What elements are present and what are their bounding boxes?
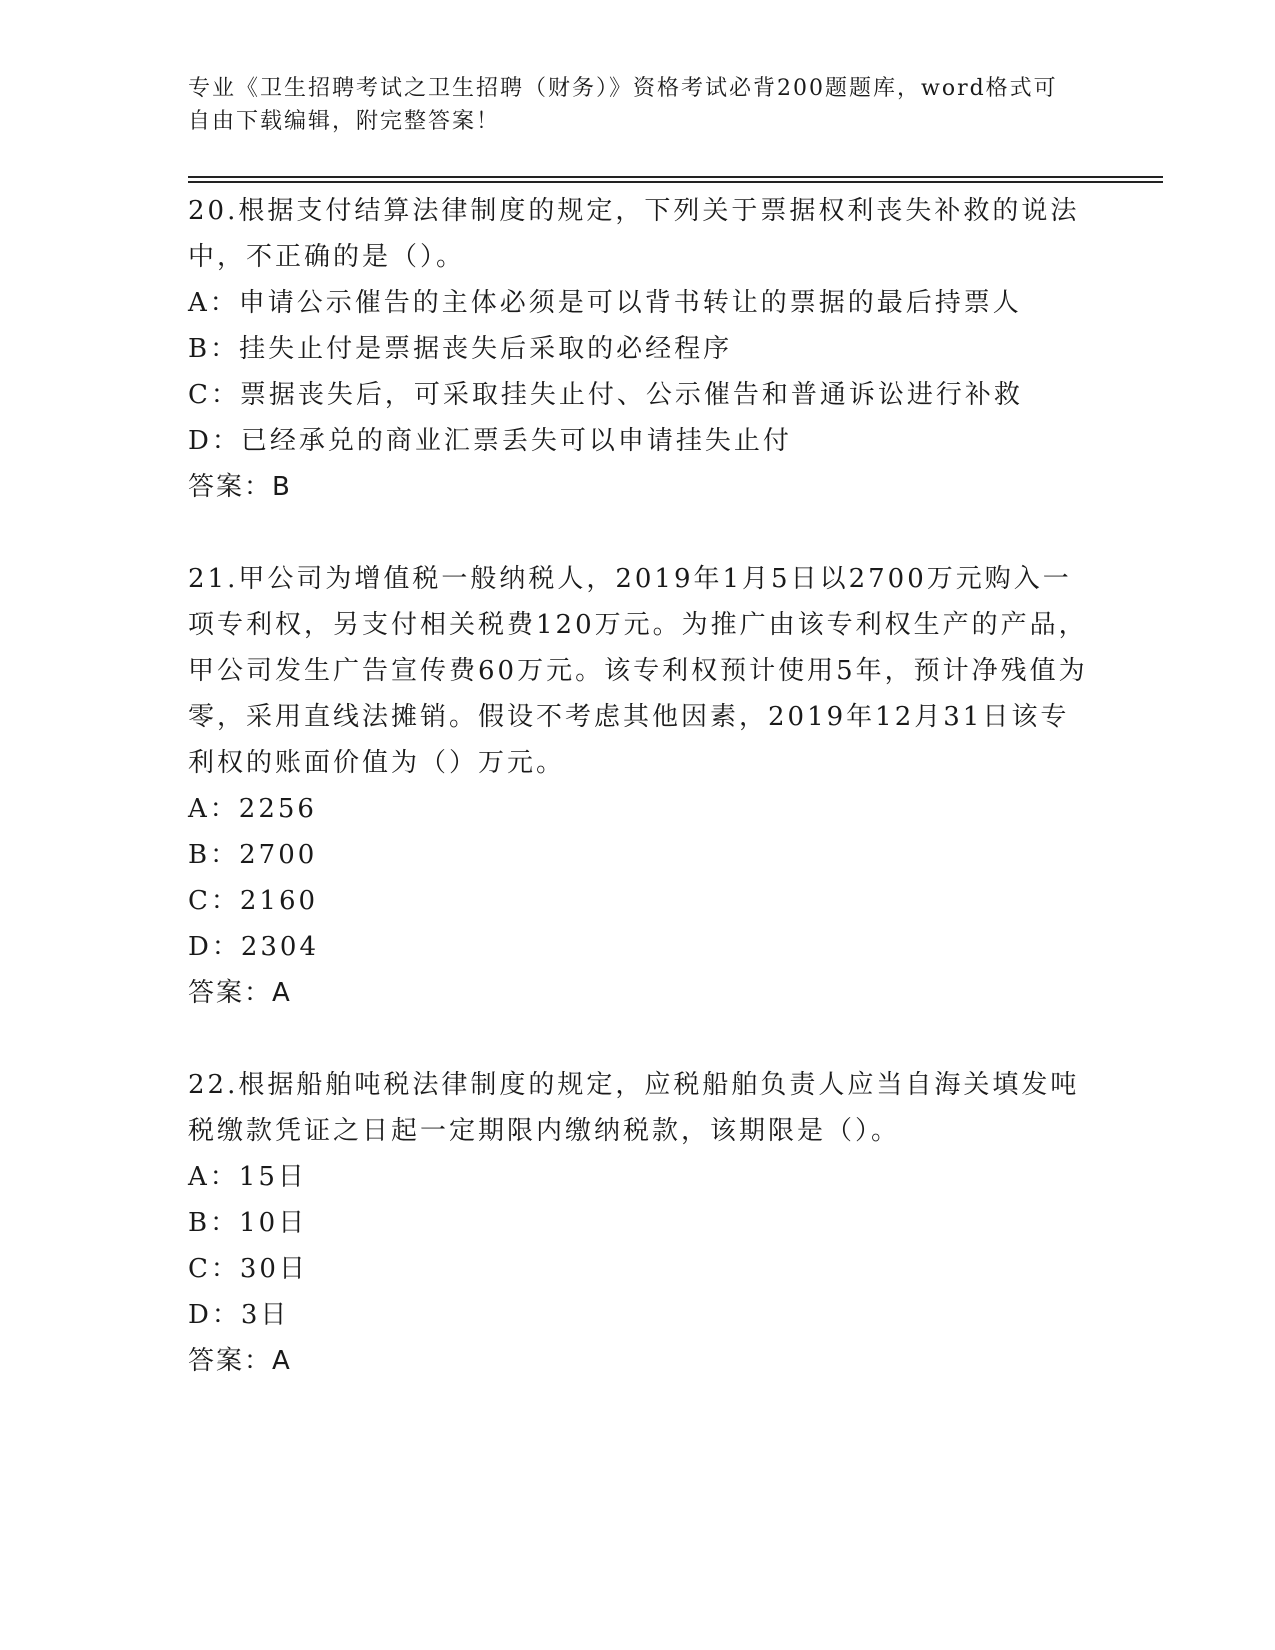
option-b: B：2700 [188, 840, 318, 870]
question-21 [188, 556, 1088, 1016]
option-d: D：已经承兑的商业汇票丢失可以申请挂失止付 [188, 426, 792, 456]
question-stem: 22.根据船舶吨税法律制度的规定，应税船舶负责人应当自海关填发吨税缴款凭证之日起一定期限内缴纳税款，该期限是（）。 [188, 1070, 1080, 1146]
question-list [188, 188, 1088, 1430]
option-d: D：3日 [188, 1300, 290, 1330]
option-b: B：挂失止付是票据丧失后采取的必经程序 [188, 334, 733, 364]
answer: 答案：A [188, 978, 292, 1008]
option-a: A：申请公示催告的主体必须是可以背书转让的票据的最后持票人 [188, 288, 1022, 318]
question-stem: 21.甲公司为增值税一般纳税人，2019年1月5日以2700万元购入一项专利权，另支付相关税费120万元。为推广由该专利权生产的产品，甲公司发生广告宣传费60万元。该专利权预计使用5年，预计净残值为零，采用直线法摊销。假设不考虑其他因素，2019年12月31日该专利权的账面价值为（）万元。 [188, 564, 1088, 778]
question-22 [188, 1062, 1088, 1384]
option-c: C：票据丧失后，可采取挂失止付、公示催告和普通诉讼进行补救 [188, 380, 1023, 410]
option-a: A：15日 [188, 1162, 307, 1192]
document-header: 专业《卫生招聘考试之卫生招聘（财务）》资格考试必背200题题库，word格式可自由下载编辑，附完整答案！ [188, 76, 1058, 134]
option-b: B：10日 [188, 1208, 308, 1238]
question-stem: 20.根据支付结算法律制度的规定，下列关于票据权利丧失补救的说法中，不正确的是（）。 [188, 196, 1080, 272]
option-a: A：2256 [188, 794, 317, 824]
header-divider [188, 176, 1163, 183]
option-c: C：2160 [188, 886, 319, 916]
question-20 [188, 188, 1088, 510]
option-d: D：2304 [188, 932, 320, 962]
answer: 答案：B [188, 472, 292, 502]
option-c: C：30日 [188, 1254, 308, 1284]
answer: 答案：A [188, 1346, 292, 1376]
